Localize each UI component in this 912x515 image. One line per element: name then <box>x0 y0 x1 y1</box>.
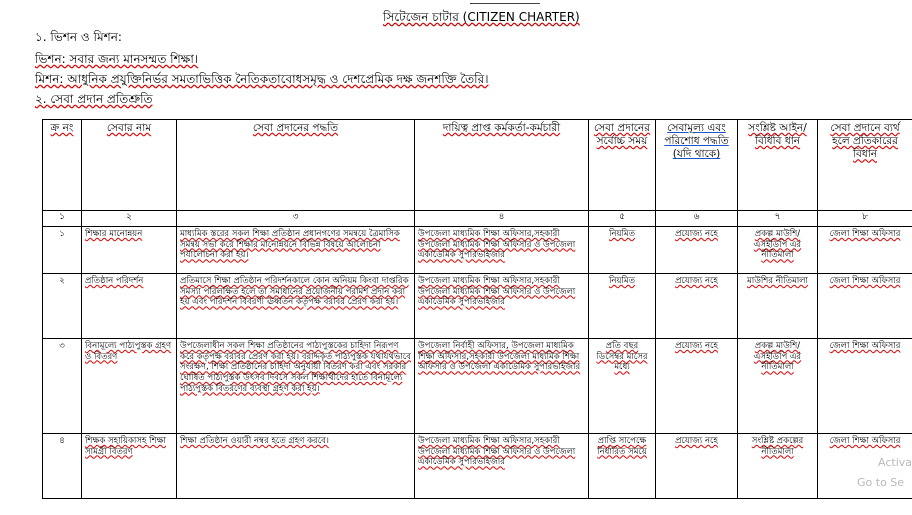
cell-serial: ২ <box>43 274 82 339</box>
section2-heading: ২. সেবা প্রদান প্রতিশ্রুতি <box>35 92 153 106</box>
cell-serial: ৩ <box>43 339 82 434</box>
col-number: ৫ <box>589 211 656 227</box>
col-number: ৩ <box>177 211 415 227</box>
page-title: সিটেজেন চাটার (CITIZEN CHARTER) <box>383 10 580 24</box>
cell-fee: প্রযোজ্য নহে <box>656 434 738 499</box>
col-number: ৪ <box>415 211 589 227</box>
cell-service-name: প্রতিষ্ঠান পরিদর্শন <box>82 274 177 339</box>
cell-service-name: শিক্ষার মানোন্নয়ন <box>82 227 177 274</box>
table-row <box>43 227 912 274</box>
header-serial: ক্র নং <box>43 120 82 211</box>
header-law: সংশ্লিষ্ট আইন/বিধিবি ধান <box>738 120 818 211</box>
cell-remedy: জেলা শিক্ষা অফিসার <box>818 274 912 339</box>
header-remedy: সেবা প্রদানে ব্যর্থ হলে প্রতিকারের বিধান <box>818 120 912 211</box>
table-row <box>43 339 912 434</box>
header-fee: সেবামূল্য এবং পরিশোধ পদ্ধতি (যদি থাকে) <box>656 120 738 211</box>
cell-time: প্রাপ্তি সাপেক্ষে নির্ধারিত সময়ে <box>589 434 656 499</box>
citizen-charter-table <box>42 119 912 499</box>
table-header-row <box>43 120 912 211</box>
col-number: ২ <box>82 211 177 227</box>
cell-law: প্রকল্প মাউশি/এসইডিপি এর নীতিমালা <box>738 339 818 434</box>
cell-method: প্রতিমাসে শিক্ষা প্রতিষ্ঠান পরিদর্শনকালে কোন অনিয়ম কিংবা দাপ্তরিক সমস্যা পরিলক্ষিত হলে তা সমাধানের প্রয়োজনীয় পরামর্শ প্রদান করা হয় এবং পরিদর্শন বিবরণী ঊর্ধ্বতন কর্তৃপক্ষ বরাবর প্রেরণ করা হয়। <box>177 274 415 339</box>
cell-serial: ১ <box>43 227 82 274</box>
col-number: ৮ <box>818 211 912 227</box>
cell-fee: প্রযোজ্য নহে <box>656 274 738 339</box>
cell-method: উপজেলাধীন সকল শিক্ষা প্রতিষ্ঠানের পাঠ্যপুস্তকের চাহিদা নিরূপণ করে কর্তৃপক্ষ বরাবর প্রেরণ করা হয়। বরাদ্দকৃত পাঠ্যপুস্তক যথাযথভাবে সংরক্ষণ, শিক্ষা প্রতিষ্ঠানের চাহিদা অনুযায়ী বিতরণ করা এবং সরকার ঘোষিত পাঠ্যপুস্তক উৎসব দিবসে সকল শিক্ষার্থীদের হাতে বিনামূল্যে পাঠ্যপুস্তক বিতরণের ব্যবস্থা গ্রহণ করা হয়। <box>177 339 415 434</box>
cell-service-name: শিক্ষক সহায়িকাসহ শিক্ষা সামগ্রী বিতরণ <box>82 434 177 499</box>
page-top-fragment <box>470 0 540 4</box>
section1-heading: ১. ভিশন ও মিশন: <box>35 30 122 44</box>
cell-time: প্রতি বছর ডিসেম্বর মাসের মধ্যে <box>589 339 656 434</box>
cell-officer: উপজেলা মাধ্যমিক শিক্ষা অফিসার,সহকারী উপজেলা মাধ্যমিক শিক্ষা অফিসার ও উপজেলা একাডেমিক সুপারভাইজার <box>415 434 589 499</box>
header-time: সেবা প্রদানের সর্বোচ্চ সময় <box>589 120 656 211</box>
col-number: ৭ <box>738 211 818 227</box>
cell-remedy: জেলা শিক্ষা অফিসার <box>818 434 912 499</box>
cell-law: প্রকল্প মাউশি/এসইডিপি এর নীতিমালা <box>738 227 818 274</box>
cell-remedy: জেলা শিক্ষা অফিসার <box>818 339 912 434</box>
header-service-name: সেবার নাম <box>82 120 177 211</box>
cell-method: মাধ্যমিক স্তরের সকল শিক্ষা প্রতিষ্ঠান প্রধানগণের সমন্বয়ে ত্রৈমাসিক সমন্বয় সভা করে শিক্ষার মানোন্নয়নে বিভিন্ন বিষয়ে আলোচনা পর্যালোচনা করা হয়। <box>177 227 415 274</box>
cell-method: শিক্ষা প্রতিষ্ঠান ওয়ারী নম্বর হতে গ্রহণ করবে। <box>177 434 415 499</box>
cell-serial: ৪ <box>43 434 82 499</box>
col-number: ১ <box>43 211 82 227</box>
cell-time: নিয়মিত <box>589 274 656 339</box>
table-row <box>43 274 912 339</box>
cell-law: মাউশির নীতিমালা <box>738 274 818 339</box>
cell-time: নিয়মিত <box>589 227 656 274</box>
cell-remedy: জেলা শিক্ষা অফিসার <box>818 227 912 274</box>
cell-law: সংশ্লিষ্ট প্রকল্পের নীতিমালা <box>738 434 818 499</box>
cell-officer: উপজেলা নির্বাহী অফিসার, উপজেলা মাধ্যমিক শিক্ষা অফিসার,সহকারী উপজেলা মাধ্যমিক শিক্ষা অফিসার ও উপজেলা একাডেমিক সুপারভাইজার <box>415 339 589 434</box>
cell-fee: প্রযোজ্য নহে <box>656 227 738 274</box>
activate-watermark-line2: Go to Se <box>857 476 905 489</box>
cell-officer: উপজেলা মাধ্যমিক শিক্ষা অফিসার,সহকারী উপজেলা মাধ্যমিক শিক্ষা অফিসার ও উপজেলা একাডেমিক সুপারভাইজার <box>415 274 589 339</box>
cell-fee: প্রযোজ্য নহে <box>656 339 738 434</box>
header-officer: দায়িত্ব প্রাপ্ত কর্মকর্তা-কর্মচারী <box>415 120 589 211</box>
cell-officer: উপজেলা মাধ্যমিক শিক্ষা অফিসার,সহকারী উপজেলা মাধ্যমিক শিক্ষা অফিসার ও উপজেলা একাডেমিক সুপারভাইজার <box>415 227 589 274</box>
col-number: ৬ <box>656 211 738 227</box>
mission-text: মিশন: আধুনিক প্রযুক্তিনির্ভর সমতাভিত্তিক নৈতিকতাবোধসমৃদ্ধ ও দেশপ্রেমিক দক্ষ জনশক্তি তৈরি। <box>35 72 489 86</box>
cell-service-name: বিনামূল্যে পাঠ্যপুস্তক গ্রহণ ও বিতরণ <box>82 339 177 434</box>
column-number-row <box>43 211 912 227</box>
header-method: সেবা প্রদানের পদ্ধতি <box>177 120 415 211</box>
table-row <box>43 434 912 499</box>
activate-watermark-line1: Activa <box>878 456 912 469</box>
vision-text: ভিশন: সবার জন্য মানসম্মত শিক্ষা। <box>35 52 199 66</box>
